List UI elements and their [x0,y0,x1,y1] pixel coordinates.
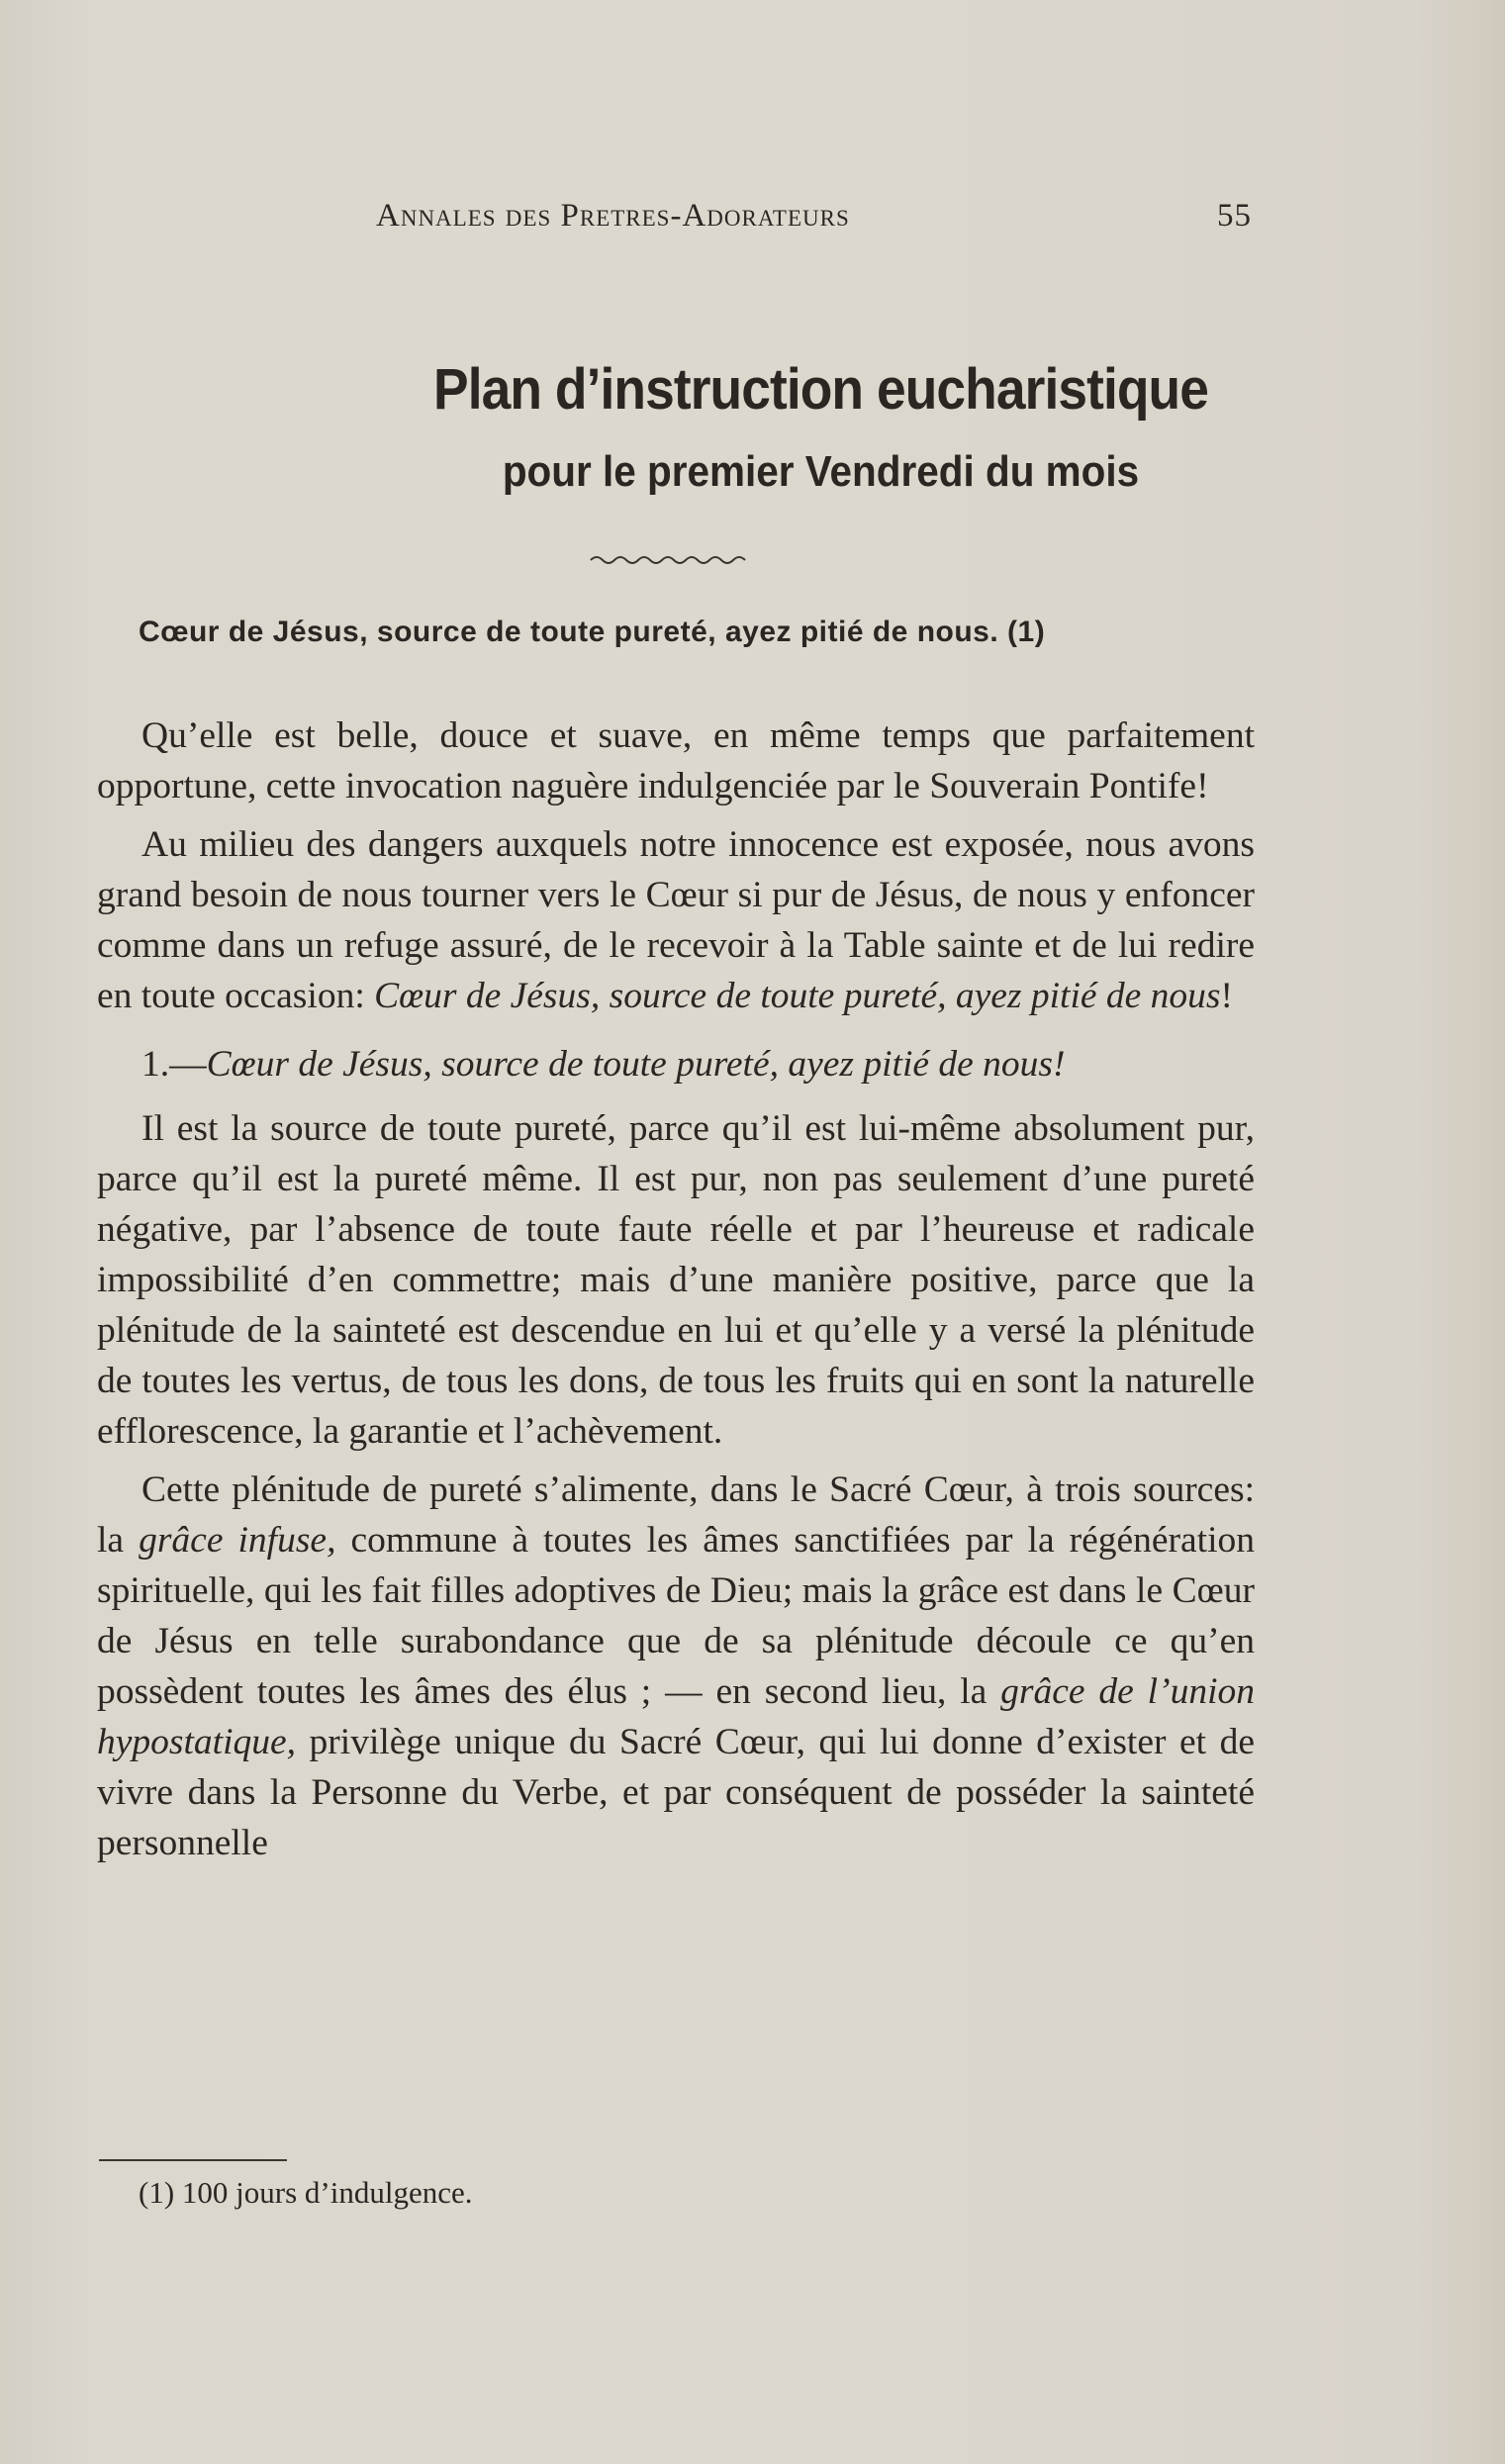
wavy-ornament-divider [589,550,747,570]
article-subtitle: pour le premier Vendredi du mois [502,447,1140,496]
running-title: Annales des Pretres-Adorateurs [376,198,850,234]
paragraph-3: Il est la source de toute pureté, parce qu’il est lui-même absolument pur, parce qu’il est la pureté même. Il est pur, non pas seulement d’une pureté négative, par l’absence de toute faute réelle et par l’heureuse et radicale impossibilité d’en commettre; mais d’une manière positive, parce que la plénitude de la sainteté est descendue en lui et qu’elle y a versé la plénitude de toutes les vertus, de tous les dons, de tous les fruits qui en sont la naturelle efflorescence, la garantie et l’achèvement. [97,1108,1255,1452]
invocation-line: Cœur de Jésus, source de toute pureté, ayez pitié de nous. (1) [139,616,1046,648]
running-head [376,198,1252,235]
paragraph-2 [97,819,1255,1021]
paragraph-4-italic-1: grâce infuse, [139,1520,336,1561]
paragraph-2-italic: Cœur de Jésus, source de toute pureté, ayez pitié de nous [374,976,1221,1016]
article-body [97,711,1255,1868]
paragraph-4-text-a: Cette plénitude de pureté s’alimente, dans le Sacré Cœur, à trois sources: la [97,1469,1255,1561]
paragraph-4 [97,1465,1255,1868]
footnote: (1) 100 jours d’indulgence. [139,2175,473,2210]
paragraph-4-text-c: privilège unique du Sacré Cœur, qui lui donne d’exister et de vivre dans la Personne du Verbe, et par conséquent de posséder la sainteté personnelle [97,1722,1255,1863]
article-title: Plan d’instruction eucharistique [433,357,1208,422]
paragraph-2-text: Au milieu des dangers auxquels notre innocence est exposée, nous avons grand besoin de nous tourner vers le Cœur si pur de Jésus, de nous y enfoncer comme dans un refuge assuré, de le recevoir à la Table sainte et de lui redire en toute occasion: [97,824,1255,1016]
paragraph-4-italic-2: grâce de l’union hypostatique, [97,1671,1256,1762]
paragraph-4-text-b: commune à toutes les âmes sanctifiées par la régénération spirituelle, qui les fait filles adoptives de Dieu; mais la grâce est dans le Cœur de Jésus en telle surabondance que de sa plénitude découle ce qu’en possèdent toutes les âmes des élus ; — en second lieu, la [97,1520,1255,1712]
paragraph-1: Qu’elle est belle, douce et suave, en même temps que parfaitement opportune, cette invocation naguère indulgenciée par le Souverain Pontife! [97,715,1255,806]
paragraph-2-end: ! [1220,976,1234,1016]
section-heading-text: Cœur de Jésus, source de toute pureté, ayez pitié de nous! [206,1044,1066,1085]
page-number: 55 [1217,198,1252,234]
footnote-rule [99,2159,287,2161]
section-number: 1.— [141,1044,207,1085]
section-heading [97,1039,1255,1090]
